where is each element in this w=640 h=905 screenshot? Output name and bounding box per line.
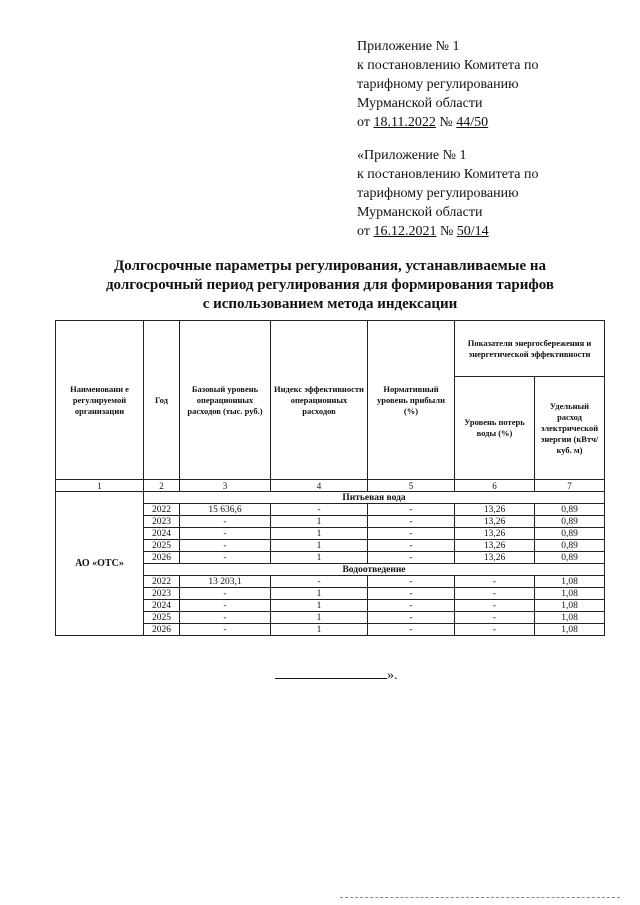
document-title	[60, 257, 600, 314]
cell-year: 2026	[144, 624, 180, 636]
appendix-title: «Приложение № 1	[357, 148, 467, 163]
number-prefix: №	[435, 115, 457, 130]
cell-index: 1	[271, 588, 368, 600]
cell-loss: -	[455, 624, 535, 636]
title-line: Долгосрочные параметры регулирования, устанавливаемые на	[113, 258, 547, 274]
cell-loss: 13,26	[455, 540, 535, 552]
cell-year: 2026	[144, 552, 180, 564]
cell-profit: -	[368, 528, 455, 540]
cell-loss: 13,26	[455, 504, 535, 516]
parameters-table	[55, 320, 605, 636]
cell-loss: 13,26	[455, 516, 535, 528]
cell-energy: 0,89	[535, 540, 605, 552]
appendix-line: Мурманской области	[357, 96, 483, 111]
header-org: Наименовани е регулируемой организации	[56, 321, 144, 480]
cell-index: 1	[271, 540, 368, 552]
cell-profit: -	[368, 540, 455, 552]
cell-profit: -	[368, 600, 455, 612]
header-base-opex: Базовый уровень операционных расходов (тыс. руб.)	[180, 321, 271, 480]
column-number: 1	[56, 480, 144, 492]
cell-base: -	[180, 588, 271, 600]
cell-loss: -	[455, 576, 535, 588]
section-title: Водоотведение	[144, 564, 605, 576]
cell-energy: 0,89	[535, 504, 605, 516]
cell-profit: -	[368, 612, 455, 624]
cell-base: -	[180, 552, 271, 564]
section-title: Питьевая вода	[144, 492, 605, 504]
cell-index: 1	[271, 624, 368, 636]
cell-index: 1	[271, 552, 368, 564]
organization-name: АО «ОТС»	[56, 492, 144, 636]
cell-index: 1	[271, 516, 368, 528]
cell-profit: -	[368, 624, 455, 636]
cell-energy: 0,89	[535, 528, 605, 540]
cell-year: 2024	[144, 600, 180, 612]
cell-energy: 1,08	[535, 624, 605, 636]
appendix-line: тарифному регулированию	[357, 77, 519, 92]
cell-base: -	[180, 540, 271, 552]
signature-line	[275, 668, 387, 679]
column-number: 7	[535, 480, 605, 492]
cell-energy: 1,08	[535, 600, 605, 612]
cell-year: 2025	[144, 540, 180, 552]
cell-base: -	[180, 600, 271, 612]
appendix-date-line	[357, 113, 538, 132]
cell-loss: -	[455, 588, 535, 600]
cell-year: 2023	[144, 516, 180, 528]
header-water-loss: Уровень потерь воды (%)	[455, 377, 535, 480]
cell-loss: -	[455, 600, 535, 612]
title-line: с использованием метода индексации	[202, 296, 458, 312]
cell-base: -	[180, 528, 271, 540]
number-prefix: №	[436, 224, 457, 239]
cell-profit: -	[368, 588, 455, 600]
cell-base: 13 203,1	[180, 576, 271, 588]
date-prefix: от	[357, 115, 374, 130]
appendix-line: к постановлению Комитета по	[357, 167, 539, 182]
cell-index: -	[271, 576, 368, 588]
cell-year: 2024	[144, 528, 180, 540]
appendix-line: тарифному регулированию	[357, 186, 519, 201]
appendix-line: к постановлению Комитета по	[357, 58, 539, 73]
cell-index: -	[271, 504, 368, 516]
cell-energy: 0,89	[535, 552, 605, 564]
cell-index: 1	[271, 600, 368, 612]
column-number: 5	[368, 480, 455, 492]
closing-mark	[275, 668, 398, 684]
cell-profit: -	[368, 576, 455, 588]
cell-energy: 0,89	[535, 516, 605, 528]
column-number: 6	[455, 480, 535, 492]
appendix-date: 16.12.2021	[373, 224, 437, 239]
header-year: Год	[144, 321, 180, 480]
appendix-number: 44/50	[456, 115, 489, 130]
cell-base: 15 636,6	[180, 504, 271, 516]
cell-base: -	[180, 624, 271, 636]
column-number: 3	[180, 480, 271, 492]
column-number: 2	[144, 480, 180, 492]
footer-divider	[340, 897, 620, 898]
table-header-row	[56, 321, 605, 377]
title-line: долгосрочный период регулирования для формирования тарифов	[105, 277, 555, 293]
closing-quote: ».	[387, 668, 398, 683]
cell-base: -	[180, 516, 271, 528]
header-profit-level: Нормативный уровень прибыли (%)	[368, 321, 455, 480]
cell-year: 2022	[144, 576, 180, 588]
cell-year: 2022	[144, 504, 180, 516]
header-efficiency-group: Показатели энергосбережения и энергетической эффективности	[455, 321, 605, 377]
header-energy-consumption: Удельный расход электрической энергии (кВтч/куб. м)	[535, 377, 605, 480]
appendix-current-block	[357, 37, 538, 132]
cell-index: 1	[271, 528, 368, 540]
header-efficiency-index: Индекс эффективности операционных расходов	[271, 321, 368, 480]
appendix-line: Мурманской области	[357, 205, 483, 220]
cell-profit: -	[368, 516, 455, 528]
cell-year: 2023	[144, 588, 180, 600]
cell-energy: 1,08	[535, 588, 605, 600]
cell-loss: 13,26	[455, 528, 535, 540]
appendix-number: 50/14	[456, 224, 489, 239]
appendix-date-line	[357, 222, 538, 241]
date-prefix: от	[357, 224, 374, 239]
column-number-row	[56, 480, 605, 492]
appendix-date: 18.11.2022	[373, 115, 436, 130]
cell-index: 1	[271, 612, 368, 624]
cell-profit: -	[368, 552, 455, 564]
appendix-title: Приложение № 1	[357, 39, 460, 54]
cell-energy: 1,08	[535, 576, 605, 588]
cell-loss: -	[455, 612, 535, 624]
cell-year: 2025	[144, 612, 180, 624]
cell-loss: 13,26	[455, 552, 535, 564]
cell-profit: -	[368, 504, 455, 516]
column-number: 4	[271, 480, 368, 492]
appendix-original-block	[357, 146, 538, 241]
section-row	[56, 492, 605, 504]
cell-energy: 1,08	[535, 612, 605, 624]
cell-base: -	[180, 612, 271, 624]
